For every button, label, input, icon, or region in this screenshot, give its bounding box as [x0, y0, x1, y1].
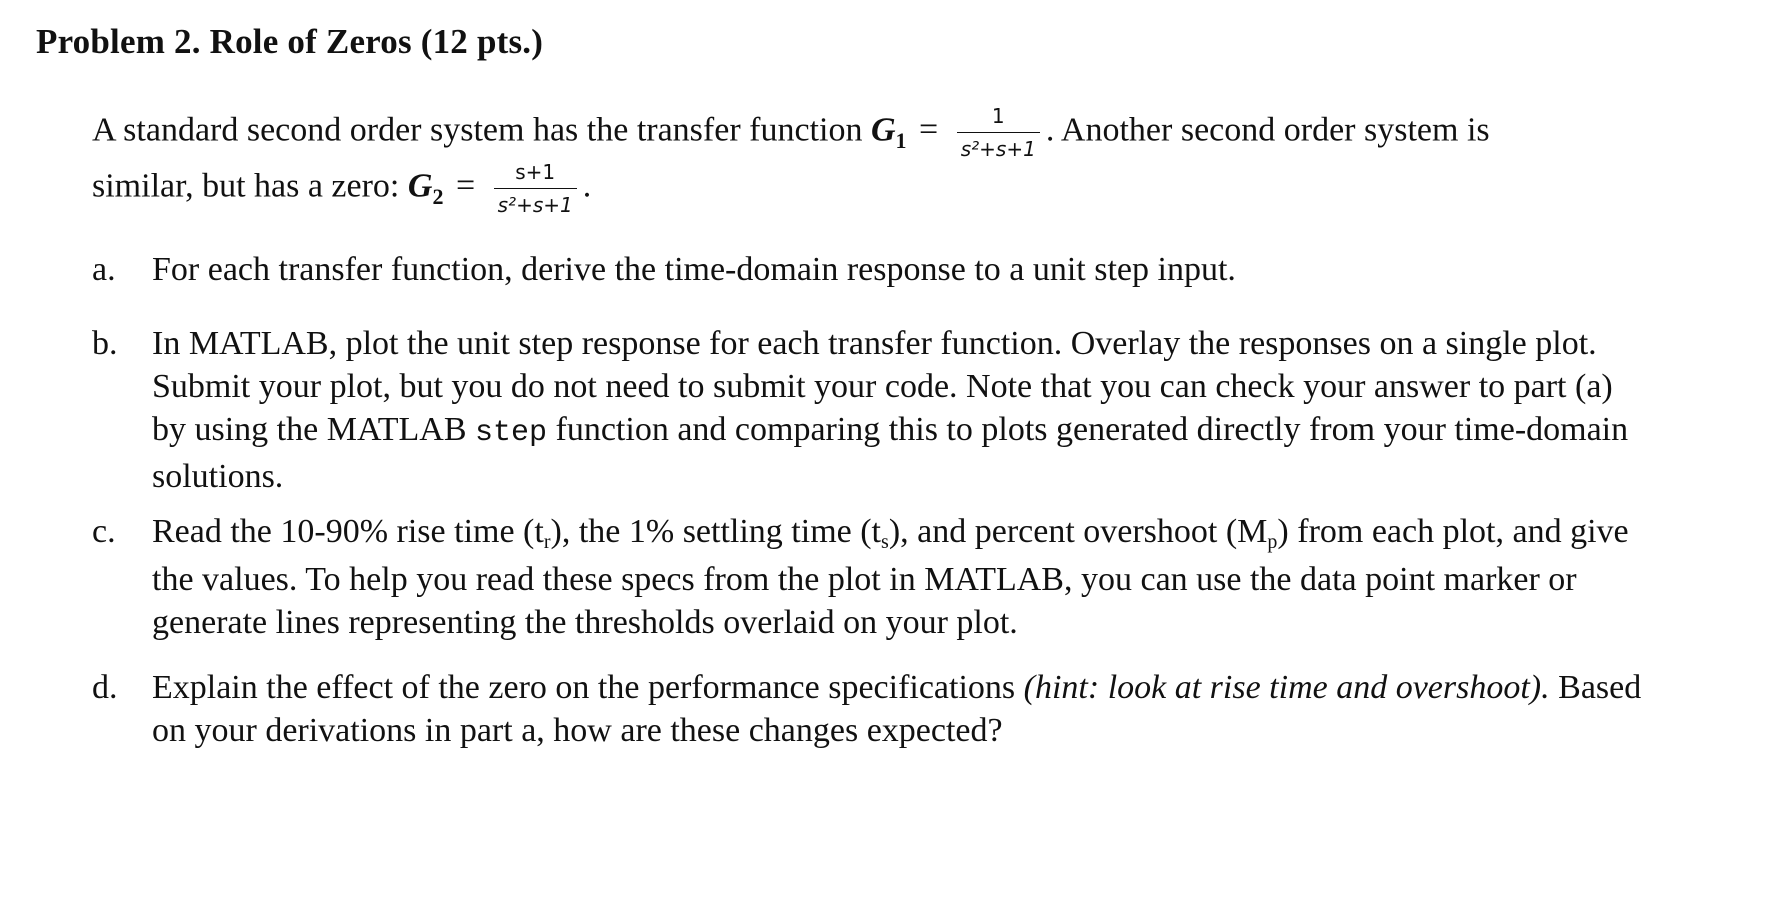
intro-end-period: .: [582, 167, 592, 205]
g2-denominator: s²+s+1: [497, 193, 573, 217]
g1-numerator: 1: [957, 104, 1040, 133]
settling-time-subscript: s: [881, 531, 889, 553]
item-c-text-1: Read the 10-90% rise time (t: [152, 513, 544, 550]
g2-subscript: 2: [432, 184, 444, 210]
equals-sign: =: [919, 111, 939, 149]
item-d-text-1: Explain the effect of the zero on the performance specifications: [152, 669, 1016, 706]
item-c-label: c.: [92, 513, 116, 550]
item-b-body: [152, 322, 1652, 498]
item-c-body: [152, 510, 1652, 644]
item-d-label: d.: [92, 669, 118, 706]
item-d-text-2: Based on your derivations in part a, how are these changes expected?: [152, 669, 1642, 749]
item-b-code: step: [475, 416, 548, 450]
rise-time-subscript: r: [543, 531, 551, 553]
overshoot-subscript: p: [1267, 531, 1278, 553]
intro-text-3: similar, but has a zero:: [92, 167, 400, 205]
item-a-label: a.: [92, 251, 116, 288]
item-b-text-1: In MATLAB, plot the unit step response for each transfer function. Overlay the responses on a single plot. Submit your plot, but you do not need to submit your code. Note that you can check your answer to part (a) by using the MATLAB: [152, 325, 1613, 448]
g1-denominator: s²+s+1: [960, 137, 1036, 161]
item-c-text-2: ), the 1% settling time (t: [550, 513, 882, 550]
item-c-text-4: ) from each plot, and give the values. To help you read these specs from the plot in MATLAB, you can use the data point marker or generate lines representing the thresholds overlaid on your plot.: [152, 513, 1629, 641]
item-b: [92, 322, 1652, 498]
intro-line-2: [92, 160, 591, 217]
intro-line-1: [92, 104, 1490, 161]
item-d: [92, 666, 1652, 752]
intro-text-2: . Another second order system is: [1045, 111, 1490, 149]
g1-fraction: [957, 104, 1040, 161]
equals-sign-2: =: [455, 167, 476, 205]
g1-variable: G: [870, 111, 896, 149]
item-d-hint: (hint: look at rise time and overshoot).: [1023, 669, 1550, 706]
g2-fraction: [494, 160, 577, 217]
item-a: [92, 248, 1652, 291]
item-c: [92, 510, 1652, 644]
g2-numerator: s+1: [494, 160, 577, 189]
intro-text-1: A standard second order system has the transfer function: [92, 111, 863, 149]
g2-variable: G: [407, 167, 433, 205]
item-d-body: [152, 666, 1652, 752]
item-a-text: For each transfer function, derive the time-domain response to a unit step input.: [152, 251, 1236, 288]
g1-subscript: 1: [895, 128, 907, 154]
item-b-text-2: function and comparing this to plots generated directly from your time-domain solutions.: [152, 411, 1629, 495]
item-c-text-3: ), and percent overshoot (M: [888, 513, 1268, 550]
item-b-label: b.: [92, 325, 118, 362]
problem-title: Problem 2. Role of Zeros (12 pts.): [36, 22, 544, 61]
